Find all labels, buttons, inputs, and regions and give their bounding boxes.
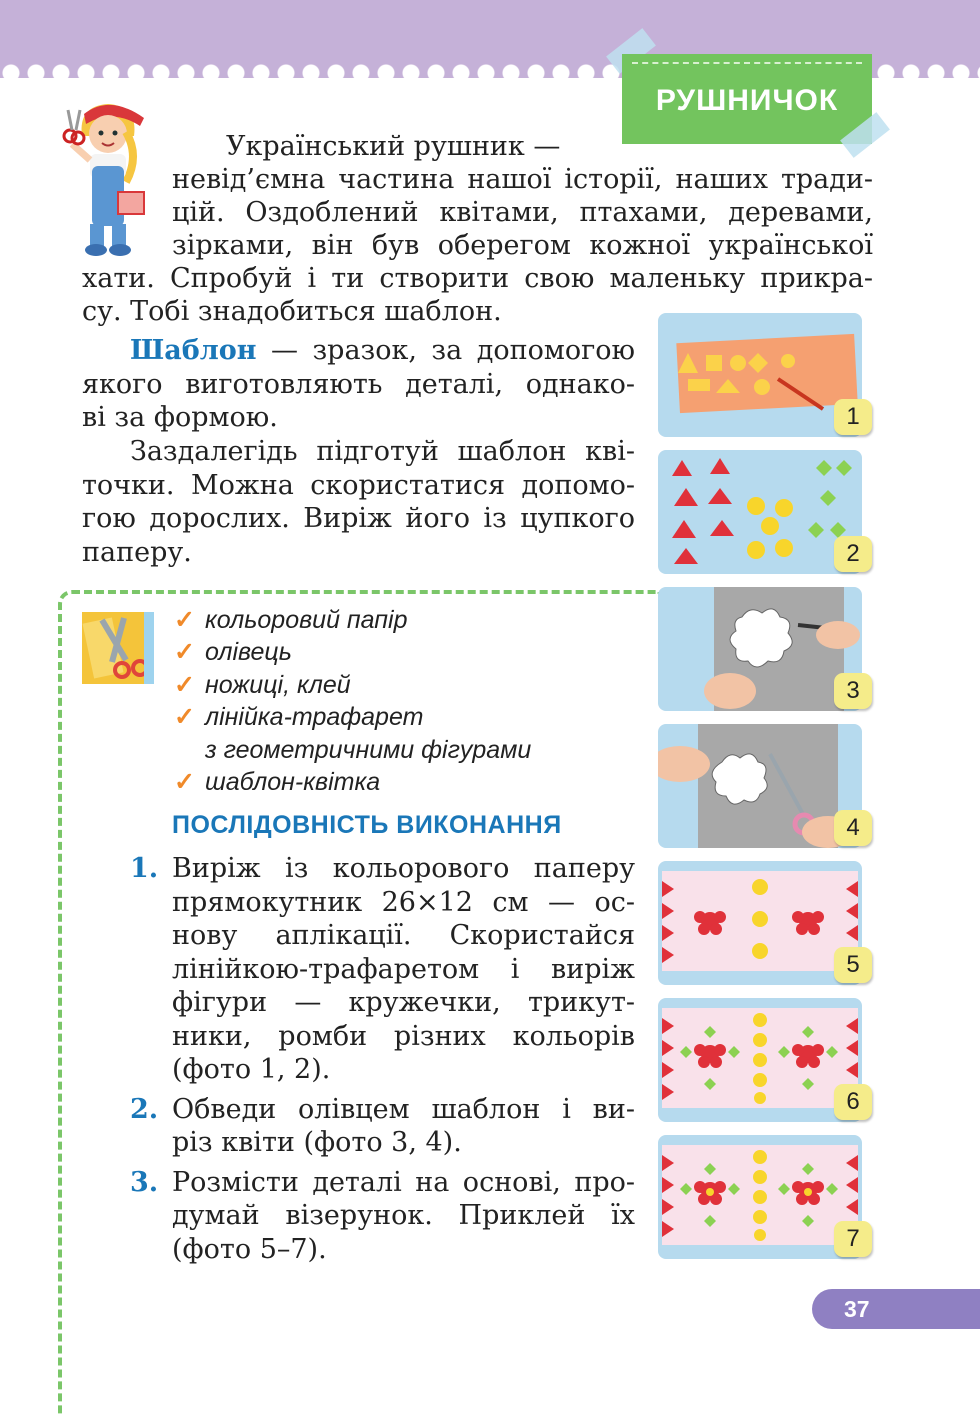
- step-item: [130, 1093, 635, 1160]
- intro-line: цій. Оздоблений квітами, птахами, деревами,: [172, 197, 873, 228]
- step-number: 3.: [130, 1166, 159, 1198]
- tools-icon: [82, 612, 154, 684]
- step-item: [130, 1166, 635, 1267]
- step-number: 1.: [130, 853, 159, 884]
- step-line: Розмісти деталі на основі, про-: [172, 1166, 635, 1198]
- photo-3: [658, 587, 862, 711]
- girl-illustration: [60, 96, 155, 260]
- intro-line: су. Тобі знадобиться шаблон.: [82, 296, 502, 327]
- photo-1: [658, 313, 862, 437]
- photo-label: 3: [834, 673, 872, 709]
- intro-line: Український рушник —: [226, 131, 561, 162]
- steps-list: [130, 852, 635, 1266]
- step-line: думай візерунок. Приклей їх: [172, 1200, 635, 1231]
- material-label: ножиці, клей: [205, 670, 351, 699]
- material-label: кольоровий папір: [205, 606, 408, 634]
- definition-text: — зразок, за допомогою: [256, 335, 635, 366]
- definition-paragraph: [82, 334, 635, 435]
- checkmark-icon: ✓: [174, 768, 195, 797]
- material-item: [172, 604, 531, 636]
- photo-7: [658, 1135, 862, 1259]
- photo-5: [658, 861, 862, 985]
- material-item-continuation: [172, 734, 531, 766]
- intro-line: невід’ємна частина нашої історії, наших тради-: [172, 164, 873, 195]
- checkmark-icon: ✓: [174, 670, 195, 699]
- step-line: Виріж із кольорового паперу: [172, 853, 635, 884]
- material-item: [172, 766, 531, 798]
- prep-line: точки. Можна скористатися допомо-: [82, 469, 635, 501]
- step-line: різ квіти (фото 3, 4).: [172, 1127, 462, 1158]
- material-label: шаблон-квітка: [205, 768, 381, 797]
- photo-label: 6: [834, 1084, 872, 1120]
- step-line: лінійкою-трафаретом і виріж: [172, 953, 635, 985]
- materials-list: [172, 604, 531, 798]
- prep-paragraph: [82, 435, 635, 569]
- definition-line: якого виготовляють деталі, однако-: [82, 368, 635, 400]
- step-line: фігури — кружечки, трикут-: [172, 987, 635, 1018]
- definition-line: [82, 334, 635, 368]
- material-label: з геометричними фігурами: [205, 735, 532, 764]
- intro-line: зірками, він був оберегом кожної української: [172, 230, 873, 261]
- photo-label: 2: [834, 536, 872, 572]
- page-title: РУШНИЧОК: [655, 84, 839, 117]
- step-line: Обведи олівцем шаблон і ви-: [172, 1093, 635, 1125]
- checkmark-icon: ✓: [174, 606, 195, 634]
- photo-4: [658, 724, 862, 848]
- step-line: нову аплікації. Скористайся: [172, 920, 635, 951]
- checkmark-icon: ✓: [174, 638, 195, 667]
- title-stitch: [632, 62, 862, 64]
- material-item: [172, 701, 531, 733]
- photo-6: [658, 998, 862, 1122]
- material-label: олівець: [205, 638, 292, 667]
- material-item: [172, 669, 531, 701]
- intro-line: хати. Спробуй і ти створити свою маленьку прикра-: [82, 263, 873, 294]
- title-box: [622, 54, 872, 144]
- material-label: лінійка-трафарет: [205, 703, 424, 732]
- photo-label: 5: [834, 947, 872, 983]
- photo-label: 7: [834, 1221, 872, 1257]
- step-number: 2.: [130, 1093, 159, 1125]
- step-line: ники, ромби різних кольорів: [172, 1020, 635, 1052]
- photo-label: 1: [834, 399, 872, 435]
- checkmark-icon: ✓: [174, 703, 195, 732]
- definition-line: ві за формою.: [82, 402, 278, 433]
- step-line: (фото 5–7).: [172, 1233, 327, 1265]
- term-shablon: Шаблон: [130, 335, 257, 366]
- step-line: (фото 1, 2).: [172, 1054, 331, 1085]
- step-item: [130, 852, 635, 1087]
- sequence-heading: ПОСЛІДОВНІСТЬ ВИКОНАННЯ: [172, 811, 562, 839]
- prep-line: гою дорослих. Виріж його із цупкого: [82, 503, 635, 534]
- material-item: [172, 636, 531, 668]
- prep-line: Заздалегідь підготуй шаблон кві-: [130, 436, 635, 467]
- photo-2: [658, 450, 862, 574]
- page-number: 37: [812, 1289, 980, 1329]
- prep-line: паперу.: [82, 536, 192, 568]
- step-line: прямокутник 26×12 см — ос-: [172, 886, 635, 918]
- photo-label: 4: [834, 810, 872, 846]
